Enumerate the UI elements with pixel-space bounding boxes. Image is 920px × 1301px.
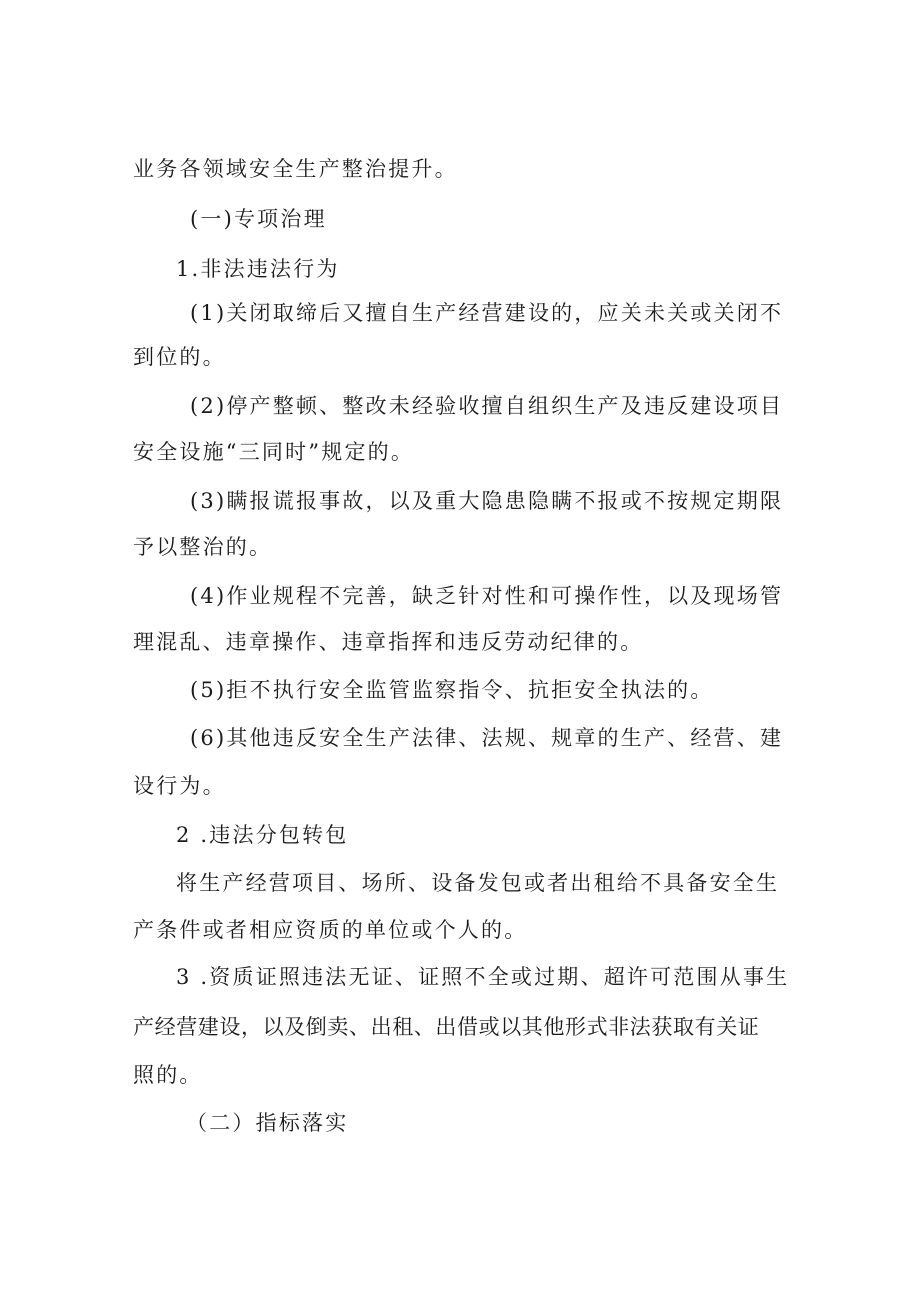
item-2-line-1: (2)停产整顿、整改未经验收擅自组织生产及违反建设项目 — [190, 394, 784, 418]
paragraph-license-line-2: 产经营建设，以及倒卖、出租、出借或以其他形式非法获取有关证 — [133, 1015, 760, 1039]
section-heading-special-governance: (一)专项治理 — [190, 207, 327, 231]
item-4-line-2: 理混乱、违章操作、违章指挥和违反劳动纪律的。 — [133, 630, 644, 654]
item-2-line-2: 安全设施“三同时”规定的。 — [133, 440, 415, 464]
item-3-line-2: 予以整治的。 — [133, 535, 273, 559]
text-line-continuation: 业务各领域安全生产整治提升。 — [133, 157, 458, 181]
item-3-line-1: (3)瞒报谎报事故，以及重大隐患隐瞒不报或不按规定期限 — [190, 489, 784, 513]
paragraph-subcontracting-line-2: 产条件或者相应资质的单位或个人的。 — [133, 918, 528, 942]
section-heading-target-implementation: （二）指标落实 — [186, 1111, 349, 1135]
subheading-illegal-subcontracting: 2 .违法分包转包 — [176, 823, 349, 847]
item-6-line-1: (6)其他违反安全生产法律、法规、规章的生产、经营、建 — [190, 726, 784, 750]
subheading-illegal-acts: 1.非法违法行为 — [176, 257, 340, 281]
item-1-line-2: 到位的。 — [133, 345, 226, 369]
item-6-line-2: 设行为。 — [133, 774, 226, 798]
item-5-line-1: (5)拒不执行安全监管监察指令、抗拒安全执法的。 — [190, 678, 714, 702]
paragraph-subcontracting-line-1: 将生产经营项目、场所、设备发包或者出租给不具备安全生 — [176, 871, 780, 895]
item-4-line-1: (4)作业规程不完善，缺乏针对性和可操作性，以及现场管 — [190, 584, 784, 608]
paragraph-license-line-3: 照的。 — [133, 1063, 203, 1087]
item-1-line-1: (1)关闭取缔后又擅自生产经营建设的，应关未关或关闭不 — [190, 301, 784, 325]
paragraph-license-line-1: 3 .资质证照违法无证、证照不全或过期、超许可范围从事生 — [176, 965, 790, 989]
